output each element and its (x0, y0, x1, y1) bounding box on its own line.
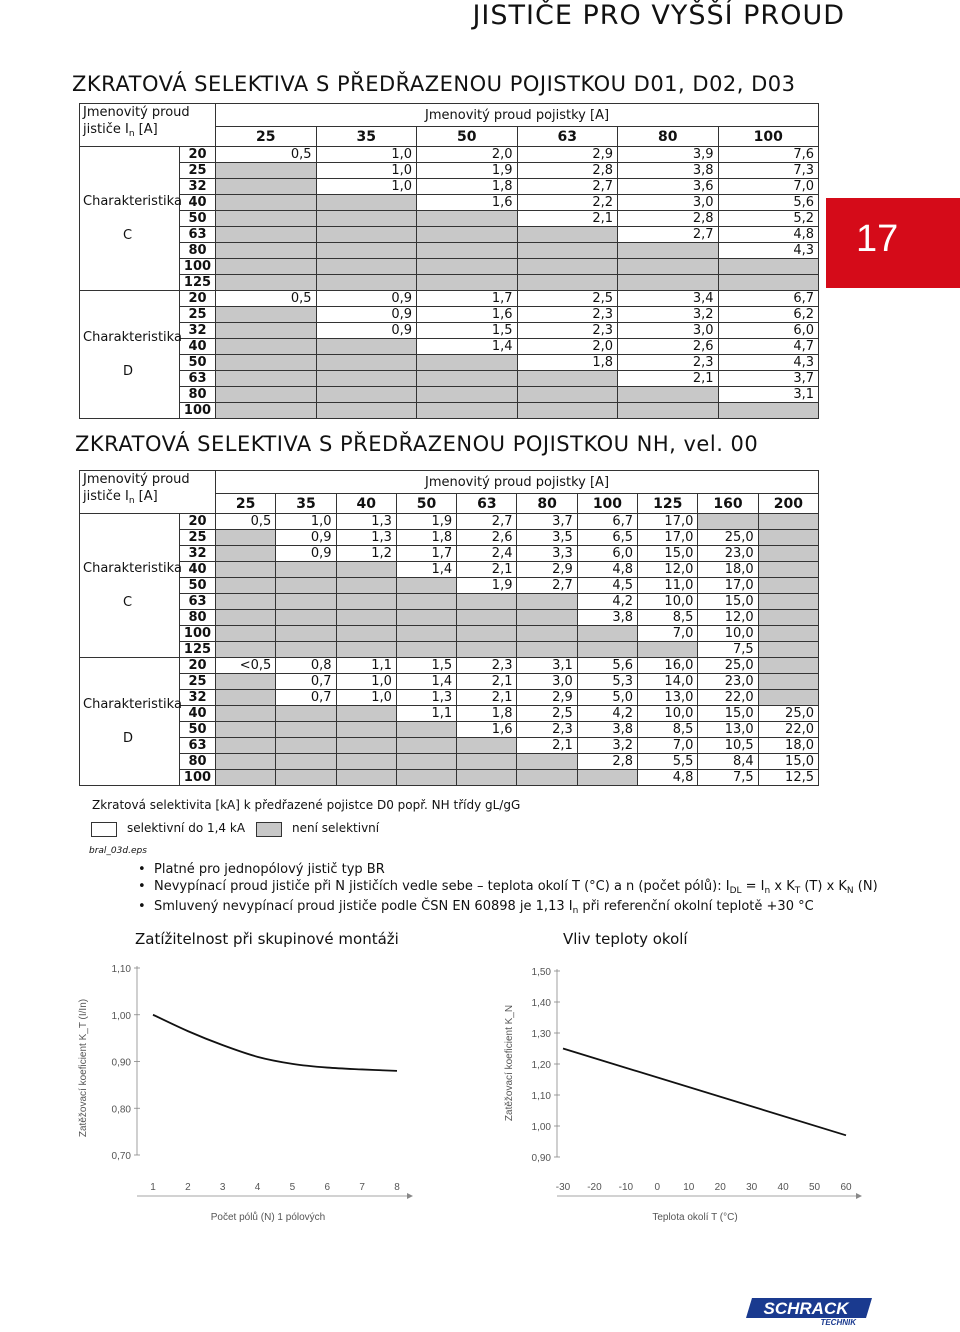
breaker-rating: 25 (180, 163, 216, 179)
table-cell: 2,8 (618, 211, 719, 227)
table-cell: 1,3 (336, 530, 396, 546)
table-cell: 2,5 (517, 291, 618, 307)
table-cell: 5,6 (718, 195, 819, 211)
table-cell: 0,5 (216, 291, 317, 307)
table-cell: 1,0 (316, 163, 417, 179)
fuse-rating: 63 (517, 127, 618, 147)
chapter-number: 17 (856, 218, 899, 260)
table-cell: 2,2 (517, 195, 618, 211)
chart-2 (504, 967, 862, 1223)
fuse-rating: 80 (517, 494, 577, 514)
logo-graphic (744, 1296, 874, 1326)
corner-line: Jmenovitý proud (83, 472, 190, 487)
x-tick-label: 20 (714, 1182, 726, 1193)
breaker-rating: 100 (180, 626, 216, 642)
fuse-rating: 100 (718, 127, 819, 147)
table-cell: 0,5 (216, 514, 276, 530)
table-cell: 2,9 (517, 562, 577, 578)
fuse-rating: 25 (216, 127, 317, 147)
table-cell: 7,5 (698, 770, 758, 786)
note-text: (N) (853, 878, 878, 894)
table-cell: 23,0 (698, 674, 758, 690)
table-cell: 2,1 (457, 562, 517, 578)
y-tick-label: 1,30 (531, 1029, 551, 1040)
table-cell: 8,5 (638, 610, 698, 626)
table-cell: 13,0 (698, 722, 758, 738)
x-tick-label: 5 (289, 1182, 296, 1193)
table-cell: 3,0 (618, 195, 719, 211)
table-cell: 1,4 (396, 562, 456, 578)
y-tick-label: 1,00 (531, 1122, 551, 1133)
table-cell: 3,7 (718, 371, 819, 387)
fuse-rating: 35 (316, 127, 417, 147)
y-tick-label: 1,20 (531, 1060, 551, 1071)
fuse-rating: 80 (618, 127, 719, 147)
table-cell: 4,8 (638, 770, 698, 786)
table-cell: 6,5 (577, 530, 637, 546)
table-cell: 1,5 (417, 323, 518, 339)
breaker-rating: 63 (180, 371, 216, 387)
fuse-rating: 200 (758, 494, 818, 514)
table-cell: 18,0 (758, 738, 818, 754)
table-cell: 2,8 (577, 754, 637, 770)
breaker-rating: 32 (180, 179, 216, 195)
note-text: = I (741, 878, 765, 894)
table-cell: 0,9 (276, 530, 336, 546)
y-tick-label: 1,10 (111, 964, 131, 975)
note-text: x K (770, 878, 795, 894)
table-cell: 5,6 (577, 658, 637, 674)
table-cell: 2,3 (517, 307, 618, 323)
table-cell: 6,0 (718, 323, 819, 339)
note-sub: n (572, 906, 579, 916)
table-cell: 3,0 (517, 674, 577, 690)
table-cell: 6,7 (718, 291, 819, 307)
characteristic-type: D (123, 364, 134, 379)
table-cell: 6,7 (577, 514, 637, 530)
fuse-rating: 25 (216, 494, 276, 514)
corner-sub: n (128, 496, 135, 506)
table-cell: 3,2 (577, 738, 637, 754)
table-cell: 2,9 (517, 147, 618, 163)
table-cell: 7,5 (698, 642, 758, 658)
fuse-rating: 63 (457, 494, 517, 514)
table-cell: 1,4 (396, 674, 456, 690)
table-cell: 2,5 (517, 706, 577, 722)
fuse-rating: 160 (698, 494, 758, 514)
table-cell: 1,9 (457, 578, 517, 594)
table-cell: 2,3 (457, 658, 517, 674)
table-cell: 2,8 (517, 163, 618, 179)
breaker-rating: 80 (180, 243, 216, 259)
table-cell: 2,7 (618, 227, 719, 243)
fuse-title: Jmenovitý proud pojistky [A] (216, 471, 819, 494)
legend-label-grey: není selektivní (292, 821, 380, 835)
x-tick-label: 7 (359, 1182, 365, 1193)
chart1-title: Zatížitelnost při skupinové montáži (135, 930, 399, 948)
table-cell: 1,8 (517, 355, 618, 371)
table-cell: 4,2 (577, 594, 637, 610)
table-cell: 2,0 (517, 339, 618, 355)
x-tick-label: 60 (840, 1182, 852, 1193)
logo-text: SCHRACK (763, 1299, 849, 1318)
y-tick-label: 0,90 (111, 1057, 131, 1069)
table-cell: 12,5 (758, 770, 818, 786)
table-cell: 15,0 (698, 594, 758, 610)
logo-subtext: TECHNIK (820, 1318, 856, 1326)
table-cell: 7,0 (638, 738, 698, 754)
corner-line: jističe I (83, 489, 129, 504)
table-cell: 1,9 (396, 514, 456, 530)
table-cell: 10,0 (698, 626, 758, 642)
table-cell: 1,4 (417, 339, 518, 355)
breaker-rating: 63 (180, 227, 216, 243)
y-tick-label: 0,90 (531, 1153, 551, 1164)
x-tick-label: 8 (394, 1182, 400, 1193)
table-cell: 1,0 (316, 179, 417, 195)
characteristic-word: Charakteristika (83, 330, 182, 345)
fuse-rating: 125 (638, 494, 698, 514)
table-cell: 4,8 (718, 227, 819, 243)
x-tick-label: -20 (587, 1182, 602, 1193)
table-cell: 7,0 (638, 626, 698, 642)
breaker-rating: 32 (180, 546, 216, 562)
note-sub: DL (729, 885, 742, 896)
characteristic-type: D (123, 731, 134, 746)
table-cell: 0,8 (276, 658, 336, 674)
y-tick-label: 0,80 (111, 1104, 131, 1116)
table-cell: 22,0 (698, 690, 758, 706)
chart-1 (78, 964, 413, 1223)
table-cell: 3,1 (718, 387, 819, 403)
table-cell: 1,8 (457, 706, 517, 722)
breaker-rating: 40 (180, 562, 216, 578)
table-cell: 1,9 (417, 163, 518, 179)
x-axis-label: Počet pólů (N) 1 pólových (210, 1212, 326, 1223)
x-tick-label: -30 (555, 1182, 571, 1193)
table-cell: 3,2 (618, 307, 719, 323)
table-cell: 1,5 (396, 658, 456, 674)
x-tick-label: 40 (777, 1182, 789, 1193)
table-cell: 6,0 (577, 546, 637, 562)
breaker-rating: 80 (180, 754, 216, 770)
page-title: JISTIČE PRO VYŠŠÍ PROUD (472, 0, 845, 31)
breaker-rating: 40 (180, 339, 216, 355)
table-cell: 14,0 (638, 674, 698, 690)
x-tick-label: 2 (185, 1182, 191, 1193)
legend-caption: Zkratová selektivita [kA] k předřazené pojistce D0 popř. NH třídy gL/gG (92, 798, 521, 812)
x-tick-label: 3 (219, 1182, 226, 1193)
characteristic-type: C (123, 228, 133, 243)
breaker-rating: 25 (180, 307, 216, 323)
table-cell: 5,3 (577, 674, 637, 690)
legend-label-white: selektivní do 1,4 kA (127, 821, 246, 835)
corner-line: jističe I (83, 122, 129, 137)
table-cell: 5,5 (638, 754, 698, 770)
table-cell: 7,6 (718, 147, 819, 163)
note-sub: N (846, 885, 854, 896)
x-tick-label: 50 (808, 1182, 821, 1193)
table-cell: 1,6 (417, 195, 518, 211)
note-text: při referenční okolní teplotě +30 °C (578, 899, 814, 914)
breaker-rating: 25 (180, 530, 216, 546)
table-cell: 2,0 (417, 147, 518, 163)
table-cell: 10,0 (638, 594, 698, 610)
x-tick-label: -10 (618, 1182, 634, 1193)
schrack-logo (744, 1296, 874, 1326)
table-cell: 0,9 (316, 291, 417, 307)
breaker-rating: 50 (180, 211, 216, 227)
section-title-d0: ZKRATOVÁ SELEKTIVA S PŘEDŘAZENOU POJISTKOU D01, D02, D03 (72, 72, 796, 96)
characteristic-word: Charakteristika (83, 561, 182, 576)
note-sub: T (794, 885, 801, 896)
table-cell: 7,0 (718, 179, 819, 195)
table-cell: 12,0 (698, 610, 758, 626)
fuse-rating: 35 (276, 494, 336, 514)
table-cell: 0,7 (276, 674, 336, 690)
fuse-rating: 50 (396, 494, 456, 514)
table-cell: 11,0 (638, 578, 698, 594)
table-cell: 3,8 (577, 610, 637, 626)
table-cell: 25,0 (698, 658, 758, 674)
table-cell: 6,2 (718, 307, 819, 323)
y-axis-label: Zatěžovací koeficient K_N (504, 1004, 515, 1122)
table-cell: 4,7 (718, 339, 819, 355)
table-cell: 0,5 (216, 147, 317, 163)
table-cell: 3,9 (618, 147, 719, 163)
breaker-rating: 25 (180, 674, 216, 690)
table-cell: 1,1 (396, 706, 456, 722)
series-line (563, 1049, 846, 1136)
table-cell: 1,0 (336, 674, 396, 690)
table-cell: 2,3 (517, 323, 618, 339)
table-cell: 15,0 (698, 706, 758, 722)
x-axis-label: Teplota okolí T (°C) (652, 1212, 738, 1223)
table-cell: 10,5 (698, 738, 758, 754)
breaker-rating: 20 (180, 658, 216, 674)
table-cell: 0,9 (316, 323, 417, 339)
series-line (153, 1015, 397, 1071)
table-cell: 3,8 (577, 722, 637, 738)
table-cell: 25,0 (758, 706, 818, 722)
chart2-title: Vliv teploty okolí (563, 930, 688, 948)
note-text: Smluvený nevypínací proud jističe podle ČSN EN 60898 je 1,13 I (154, 899, 573, 914)
breaker-rating: 80 (180, 610, 216, 626)
table-cell: 2,6 (457, 530, 517, 546)
table-cell: 3,6 (618, 179, 719, 195)
x-tick-label: 0 (654, 1182, 661, 1193)
breaker-rating: 50 (180, 722, 216, 738)
breaker-rating: 40 (180, 706, 216, 722)
table-cell: 3,8 (618, 163, 719, 179)
table-cell: 3,4 (618, 291, 719, 307)
x-tick-label: 10 (683, 1182, 695, 1193)
table-cell: <0,5 (216, 658, 276, 674)
table-cell: 2,7 (517, 578, 577, 594)
note-text: Nevypínací proud jističe při N jističích vedle sebe – teplota okolí T (°C) a n (počet pólů): I (154, 878, 730, 894)
table-cell: 2,7 (457, 514, 517, 530)
table-cell: 2,9 (517, 690, 577, 706)
table-cell: 1,7 (396, 546, 456, 562)
table-cell: 4,8 (577, 562, 637, 578)
table-cell: 1,0 (336, 690, 396, 706)
breaker-rating: 20 (180, 147, 216, 163)
table-cell: 4,2 (577, 706, 637, 722)
table-cell: 8,4 (698, 754, 758, 770)
x-axis-arrow (407, 1193, 413, 1199)
table-cell: 1,6 (457, 722, 517, 738)
breaker-rating: 100 (180, 259, 216, 275)
table-cell: 5,2 (718, 211, 819, 227)
y-tick-label: 0,70 (111, 1151, 131, 1162)
table-cell: 22,0 (758, 722, 818, 738)
table-cell: 0,9 (316, 307, 417, 323)
x-tick-label: 30 (746, 1182, 758, 1193)
note-text: Platné pro jednopólový jistič typ BR (154, 862, 385, 877)
breaker-rating: 80 (180, 387, 216, 403)
table-cell: 3,3 (517, 546, 577, 562)
table-cell: 1,3 (396, 690, 456, 706)
table-cell: 1,6 (417, 307, 518, 323)
table-cell: 12,0 (638, 562, 698, 578)
table-cell: 3,1 (517, 658, 577, 674)
table-cell: 1,1 (336, 658, 396, 674)
x-tick-label: 6 (324, 1182, 331, 1193)
table-cell: 2,4 (457, 546, 517, 562)
breaker-rating: 63 (180, 594, 216, 610)
table-cell: 18,0 (698, 562, 758, 578)
table-cell: 1,3 (336, 514, 396, 530)
x-tick-label: 1 (150, 1182, 156, 1193)
table-cell: 2,7 (517, 179, 618, 195)
table-cell: 2,1 (457, 674, 517, 690)
breaker-rating: 32 (180, 690, 216, 706)
table-cell: 10,0 (638, 706, 698, 722)
section-title-nh: ZKRATOVÁ SELEKTIVA S PŘEDŘAZENOU POJISTKOU NH, vel. 00 (75, 432, 759, 456)
y-tick-label: 1,40 (531, 998, 551, 1009)
breaker-rating: 40 (180, 195, 216, 211)
table-cell: 2,3 (517, 722, 577, 738)
corner-sub: n (128, 129, 135, 139)
note-sub: n (764, 885, 771, 896)
table-cell: 4,3 (718, 243, 819, 259)
y-axis-label: Zatěžovací koeficient K_T (I/In) (78, 998, 89, 1138)
y-tick-label: 1,10 (531, 1091, 551, 1102)
table-cell: 0,9 (276, 546, 336, 562)
table-cell: 7,3 (718, 163, 819, 179)
table-cell: 17,0 (638, 530, 698, 546)
table-cell: 13,0 (638, 690, 698, 706)
table-cell: 2,1 (517, 211, 618, 227)
table-cell: 3,5 (517, 530, 577, 546)
note-text: (T) x K (800, 878, 847, 894)
table-cell: 1,2 (336, 546, 396, 562)
breaker-rating: 63 (180, 738, 216, 754)
corner-line: Jmenovitý proud (83, 105, 190, 120)
characteristic-type: C (123, 595, 133, 610)
table-cell: 1,0 (276, 514, 336, 530)
breaker-rating: 32 (180, 323, 216, 339)
fuse-rating: 40 (336, 494, 396, 514)
table-cell: 17,0 (698, 578, 758, 594)
table-cell: 1,8 (417, 179, 518, 195)
table-cell: 2,1 (517, 738, 577, 754)
characteristic-word: Charakteristika (83, 697, 182, 712)
table-cell: 4,3 (718, 355, 819, 371)
breaker-rating: 125 (180, 642, 216, 658)
table-cell: 2,1 (618, 371, 719, 387)
x-axis-arrow (856, 1193, 862, 1199)
table-cell: 2,6 (618, 339, 719, 355)
table-cell: 3,0 (618, 323, 719, 339)
breaker-rating: 100 (180, 770, 216, 786)
characteristic-word: Charakteristika (83, 194, 182, 209)
table-cell: 23,0 (698, 546, 758, 562)
table-cell: 8,5 (638, 722, 698, 738)
fuse-title: Jmenovitý proud pojistky [A] (216, 104, 819, 127)
y-tick-label: 1,50 (531, 967, 551, 978)
table-cell: 3,7 (517, 514, 577, 530)
table-cell: 1,7 (417, 291, 518, 307)
table-cell: 1,0 (316, 147, 417, 163)
table-cell: 25,0 (698, 530, 758, 546)
table-cell: 2,3 (618, 355, 719, 371)
table-cell: 15,0 (758, 754, 818, 770)
y-tick-label: 1,00 (111, 1010, 131, 1022)
breaker-rating: 50 (180, 578, 216, 594)
breaker-rating: 100 (180, 403, 216, 419)
table-cell: 2,1 (457, 690, 517, 706)
fuse-rating: 100 (577, 494, 637, 514)
table-cell: 16,0 (638, 658, 698, 674)
breaker-rating: 20 (180, 291, 216, 307)
table-cell: 4,5 (577, 578, 637, 594)
table-cell: 0,7 (276, 690, 336, 706)
breaker-rating: 20 (180, 514, 216, 530)
x-tick-label: 4 (254, 1182, 261, 1193)
corner-line: [A] (134, 122, 158, 137)
corner-line: [A] (134, 489, 158, 504)
breaker-rating: 125 (180, 275, 216, 291)
breaker-rating: 50 (180, 355, 216, 371)
table-cell: 15,0 (638, 546, 698, 562)
file-label: bral_03d.eps (89, 846, 147, 856)
table-cell: 5,0 (577, 690, 637, 706)
table-cell: 1,8 (396, 530, 456, 546)
fuse-rating: 50 (417, 127, 518, 147)
table-cell: 17,0 (638, 514, 698, 530)
